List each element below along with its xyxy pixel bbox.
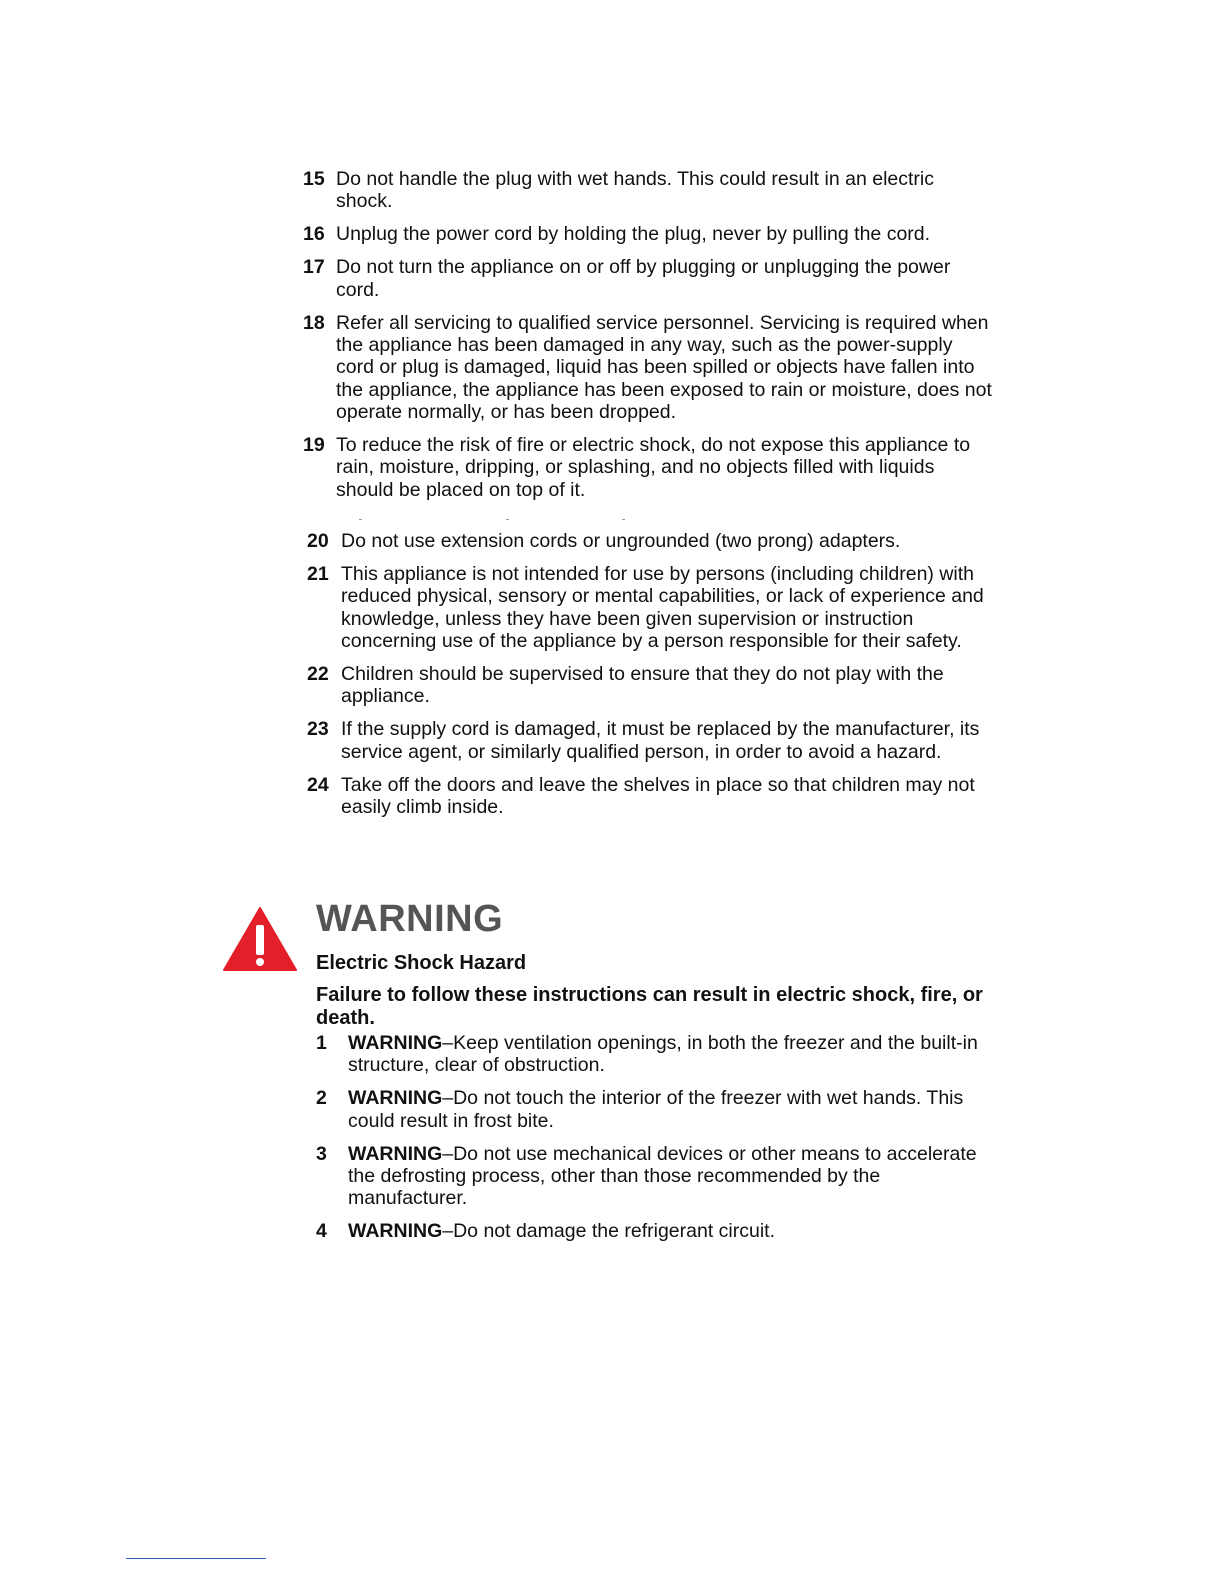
hazard-description: Failure to follow these instructions can result in electric shock, fire, or death. [316,984,983,1029]
warning-item-text: –Keep ventilation openings, in both the freezer and the built-in structure, clear of obstruction. [348,1032,978,1077]
warning-item-body [348,1087,996,1132]
item-text: Do not handle the plug with wet hands. This could result in an electric shock. [336,168,934,213]
list-item [303,168,993,213]
warning-heading: WARNING [316,898,504,940]
exclamation-dot [256,958,264,966]
hazard-title: Electric Shock Hazard [316,952,527,974]
item-number: 17 [303,256,325,279]
safety-list-continued [303,168,993,512]
item-text: Unplug the power cord by holding the plug, never by pulling the cord. [336,223,931,246]
warning-item-label: WARNING [348,1142,443,1165]
warning-section [316,896,996,1253]
footer-rule [126,1558,266,1559]
warning-triangle-icon [222,906,298,972]
warning-item [316,1032,996,1077]
warning-item-number: 3 [316,1142,327,1165]
item-number: 20 [307,530,329,552]
list-item [307,663,997,708]
warning-item-label: WARNING [348,1032,443,1054]
warning-item-body [348,1032,996,1077]
item-number: 24 [307,773,329,796]
warning-item [316,1143,996,1210]
item-number: 23 [307,718,329,741]
list-item [307,774,997,819]
item-text: Do not turn the appliance on or off by plugging or unplugging the power cord. [336,256,951,301]
dash-mark [622,519,625,520]
item-number: 22 [307,663,329,686]
warning-item-number: 1 [316,1032,327,1054]
warning-item-text: –Do not use mechanical devices or other means to accelerate the defrosting process, other than those recommended by the manufacturer. [348,1142,977,1210]
item-number: 15 [303,168,325,190]
warning-item-number: 2 [316,1087,327,1110]
item-text: Refer all servicing to qualified service personnel. Servicing is required when the appliance has been damaged in any way, such as the power-supply cord or plug is damaged, liquid has been spilled or objects have fallen into the appliance, the appliance has been exposed to rain or moisture, does not operate normally, or has been dropped. [336,311,992,424]
warning-item-body [348,1220,996,1242]
dash-mark [506,519,509,520]
warning-item [316,1220,996,1242]
warning-item [316,1087,996,1132]
list-item [303,223,993,245]
list-item [307,563,997,653]
warning-item-body [348,1143,996,1210]
list-item [303,312,993,424]
item-number: 21 [307,562,329,585]
item-text: If the supply cord is damaged, it must be replaced by the manufacturer, its service agent, or similarly qualified person, in order to avoid a hazard. [341,718,980,763]
safety-list-continued-b [307,530,997,829]
list-item [307,530,997,552]
warning-item-text: –Do not damage the refrigerant circuit. [442,1220,776,1243]
item-text: Take off the doors and leave the shelves in place so that children may not easily climb inside. [341,773,975,819]
dash-mark [359,519,362,520]
warning-item-label: WARNING [348,1220,443,1243]
warning-item-label: WARNING [348,1087,443,1110]
exclamation-bar [256,925,264,955]
item-number: 16 [303,223,325,246]
item-number: 18 [303,311,325,334]
item-text: Children should be supervised to ensure that they do not play with the appliance. [341,663,944,708]
warning-item-text: –Do not touch the interior of the freezer with wet hands. This could result in frost bite. [348,1087,964,1132]
list-item [303,434,993,501]
faint-dash-marks [340,519,640,521]
list-item [307,718,997,763]
list-item [303,256,993,301]
warning-item-number: 4 [316,1220,327,1243]
warning-list [316,1032,996,1243]
item-text: To reduce the risk of fire or electric shock, do not expose this appliance to rain, moisture, dripping, or splashing, and no objects filled with liquids should be placed on top of it. [336,434,971,501]
item-text: Do not use extension cords or ungrounded (two prong) adapters. [341,530,901,552]
item-text: This appliance is not intended for use by persons (including children) with reduced physical, sensory or mental capabilities, or lack of experience and knowledge, unless they have been given supervision or instruction concerning use of the appliance by a person responsible for their safety. [341,562,984,653]
item-number: 19 [303,434,325,457]
